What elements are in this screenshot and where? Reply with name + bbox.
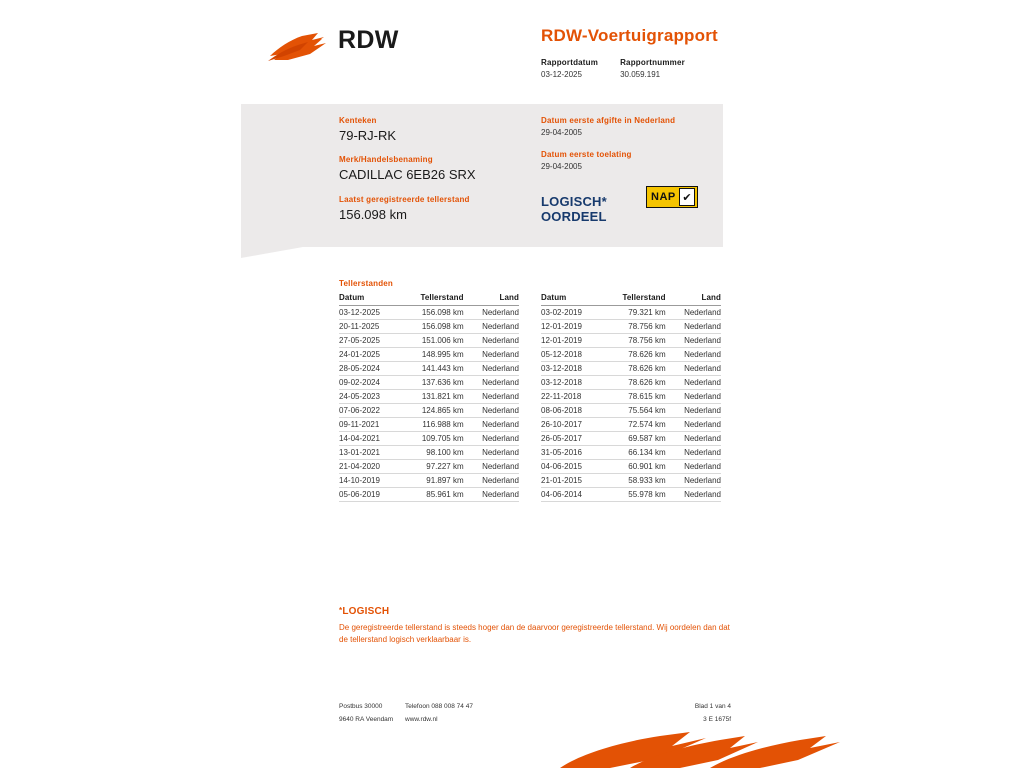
table-row	[339, 320, 519, 334]
cell-tellerstand: 60.901 km	[610, 460, 670, 474]
column-header-tellerstand: Tellerstand	[610, 291, 670, 306]
table-row	[339, 460, 519, 474]
cell-land: Nederland	[670, 474, 721, 488]
table-row	[541, 334, 721, 348]
cell-datum: 24-01-2025	[339, 348, 408, 362]
cell-datum: 03-12-2018	[541, 362, 610, 376]
cell-datum: 26-05-2017	[541, 432, 610, 446]
cell-land: Nederland	[670, 306, 721, 320]
cell-land: Nederland	[670, 320, 721, 334]
cell-tellerstand: 85.961 km	[408, 488, 468, 502]
cell-datum: 03-12-2018	[541, 376, 610, 390]
cell-tellerstand: 69.587 km	[610, 432, 670, 446]
cell-tellerstand: 97.227 km	[408, 460, 468, 474]
footer-row-1	[339, 703, 731, 710]
rdw-logo	[268, 22, 448, 72]
cell-land: Nederland	[468, 376, 519, 390]
cell-land: Nederland	[670, 446, 721, 460]
footer-postbus: Postbus 30000	[339, 703, 383, 710]
report-meta	[541, 58, 685, 79]
cell-tellerstand: 131.821 km	[408, 390, 468, 404]
cell-datum: 03-02-2019	[541, 306, 610, 320]
cell-tellerstand: 148.995 km	[408, 348, 468, 362]
cell-land: Nederland	[468, 488, 519, 502]
cell-land: Nederland	[468, 390, 519, 404]
table-row	[339, 390, 519, 404]
oordeel-block	[541, 194, 607, 224]
meta-value: 03-12-2025	[541, 70, 582, 79]
cell-tellerstand: 91.897 km	[408, 474, 468, 488]
tellerstanden-table-left	[339, 291, 519, 502]
table-row	[339, 488, 519, 502]
eerste-toelating-label: Datum eerste toelating	[541, 150, 632, 159]
table-row	[541, 320, 721, 334]
table-row	[541, 376, 721, 390]
cell-land: Nederland	[670, 362, 721, 376]
cell-datum: 22-11-2018	[541, 390, 610, 404]
table-header-row	[541, 291, 721, 306]
cell-tellerstand: 109.705 km	[408, 432, 468, 446]
kenteken-label: Kenteken	[339, 116, 377, 125]
cell-land: Nederland	[468, 348, 519, 362]
cell-land: Nederland	[468, 446, 519, 460]
cell-tellerstand: 156.098 km	[408, 306, 468, 320]
cell-tellerstand: 55.978 km	[610, 488, 670, 502]
cell-land: Nederland	[468, 404, 519, 418]
logo-text: RDW	[338, 26, 399, 54]
meta-value: 30.059.191	[620, 70, 661, 79]
cell-datum: 04-06-2015	[541, 460, 610, 474]
column-header-land: Land	[468, 291, 519, 306]
cell-tellerstand: 124.865 km	[408, 404, 468, 418]
footer-page-count: Blad 1 van 4	[694, 703, 731, 710]
column-header-datum: Datum	[541, 291, 610, 306]
rdw-arrow-pattern-icon	[540, 730, 860, 768]
cell-datum: 14-10-2019	[339, 474, 408, 488]
cell-tellerstand: 141.443 km	[408, 362, 468, 376]
oordeel-line-1: LOGISCH*	[541, 194, 607, 209]
cell-datum: 21-01-2015	[541, 474, 610, 488]
column-header-datum: Datum	[339, 291, 408, 306]
cell-tellerstand: 78.615 km	[610, 390, 670, 404]
footer-website[interactable]: www.rdw.nl	[405, 716, 438, 723]
table-row	[339, 446, 519, 460]
cell-datum: 21-04-2020	[339, 460, 408, 474]
panel-left-column	[339, 116, 529, 222]
rdw-arrow-logo-icon	[268, 30, 330, 64]
cell-datum: 31-05-2016	[541, 446, 610, 460]
page-footer	[339, 703, 731, 729]
cell-datum: 04-06-2014	[541, 488, 610, 502]
cell-tellerstand: 156.098 km	[408, 320, 468, 334]
table-row	[541, 348, 721, 362]
cell-tellerstand: 151.006 km	[408, 334, 468, 348]
oordeel-line-2: OORDEEL	[541, 209, 607, 224]
meta-label: Rapportnummer	[620, 58, 685, 67]
cell-tellerstand: 78.626 km	[610, 348, 670, 362]
cell-tellerstand: 66.134 km	[610, 446, 670, 460]
table-header-row	[339, 291, 519, 306]
cell-datum: 08-06-2018	[541, 404, 610, 418]
cell-datum: 27-05-2025	[339, 334, 408, 348]
meta-rapportdatum	[541, 58, 598, 79]
cell-datum: 03-12-2025	[339, 306, 408, 320]
cell-datum: 07-06-2022	[339, 404, 408, 418]
nap-badge-text: NAP	[651, 191, 676, 203]
eerste-afgifte-value: 29-04-2005	[541, 128, 582, 137]
cell-land: Nederland	[468, 474, 519, 488]
cell-datum: 28-05-2024	[339, 362, 408, 376]
table-row	[541, 460, 721, 474]
cell-datum: 12-01-2019	[541, 334, 610, 348]
tellerstanden-title: Tellerstanden	[339, 279, 394, 288]
footer-form-code: 3 E 1675f	[703, 716, 731, 723]
cell-tellerstand: 78.756 km	[610, 320, 670, 334]
cell-tellerstand: 78.626 km	[610, 376, 670, 390]
table-row	[339, 432, 519, 446]
cell-land: Nederland	[468, 320, 519, 334]
logisch-note-title	[339, 606, 389, 617]
table-row	[339, 334, 519, 348]
logisch-note-body: De geregistreerde tellerstand is steeds hoger dan de daarvoor geregistreerde tellerstand. Wij oordelen dan dat de tellerstand logisch verklaarbaar is.	[339, 623, 730, 644]
cell-land: Nederland	[670, 390, 721, 404]
meta-label: Rapportdatum	[541, 58, 599, 67]
bottom-decorative-art	[540, 730, 860, 768]
footer-city: 9640 RA Veendam	[339, 716, 394, 723]
table-row	[339, 376, 519, 390]
cell-datum: 09-11-2021	[339, 418, 408, 432]
eerste-toelating-value: 29-04-2005	[541, 162, 582, 171]
eerste-afgifte-label: Datum eerste afgifte in Nederland	[541, 116, 676, 125]
table-row	[339, 306, 519, 320]
merk-value: CADILLAC 6EB26 SRX	[339, 167, 476, 182]
cell-tellerstand: 78.626 km	[610, 362, 670, 376]
table-row	[541, 474, 721, 488]
cell-datum: 26-10-2017	[541, 418, 610, 432]
cell-land: Nederland	[670, 488, 721, 502]
footer-telefoon: Telefoon 088 008 74 47	[405, 703, 473, 710]
table-row	[339, 418, 519, 432]
cell-tellerstand: 79.321 km	[610, 306, 670, 320]
cell-tellerstand: 75.564 km	[610, 404, 670, 418]
table-row	[339, 404, 519, 418]
table-row	[541, 488, 721, 502]
table-row	[541, 306, 721, 320]
column-header-land: Land	[670, 291, 721, 306]
cell-datum: 12-01-2019	[541, 320, 610, 334]
cell-land: Nederland	[670, 404, 721, 418]
tellerstand-label: Laatst geregistreerde tellerstand	[339, 195, 470, 204]
kenteken-value: 79-RJ-RK	[339, 128, 397, 143]
cell-datum: 05-12-2018	[541, 348, 610, 362]
note-star: *	[339, 606, 343, 615]
table-row	[339, 348, 519, 362]
panel-right-column	[541, 116, 731, 171]
footer-row-2	[339, 716, 731, 723]
cell-tellerstand: 98.100 km	[408, 446, 468, 460]
cell-land: Nederland	[670, 376, 721, 390]
cell-datum: 14-04-2021	[339, 432, 408, 446]
merk-label: Merk/Handelsbenaming	[339, 155, 433, 164]
cell-land: Nederland	[670, 432, 721, 446]
cell-land: Nederland	[670, 334, 721, 348]
cell-land: Nederland	[468, 460, 519, 474]
cell-land: Nederland	[468, 362, 519, 376]
table-row	[339, 474, 519, 488]
cell-tellerstand: 72.574 km	[610, 418, 670, 432]
table-row	[541, 446, 721, 460]
tellerstanden-table-right	[541, 291, 721, 502]
table-row	[339, 362, 519, 376]
cell-land: Nederland	[670, 418, 721, 432]
cell-datum: 05-06-2019	[339, 488, 408, 502]
cell-tellerstand: 58.933 km	[610, 474, 670, 488]
cell-land: Nederland	[468, 334, 519, 348]
cell-land: Nederland	[468, 432, 519, 446]
cell-land: Nederland	[670, 460, 721, 474]
cell-tellerstand: 116.988 km	[408, 418, 468, 432]
cell-datum: 09-02-2024	[339, 376, 408, 390]
panel-notch	[241, 238, 303, 258]
table-row	[541, 418, 721, 432]
table-row	[541, 404, 721, 418]
cell-datum: 13-01-2021	[339, 446, 408, 460]
cell-tellerstand: 137.636 km	[408, 376, 468, 390]
cell-tellerstand: 78.756 km	[610, 334, 670, 348]
nap-check-icon: ✔	[679, 188, 695, 206]
cell-land: Nederland	[468, 418, 519, 432]
note-title-text: LOGISCH	[342, 606, 390, 617]
cell-datum: 20-11-2025	[339, 320, 408, 334]
nap-badge	[646, 186, 698, 208]
table-row	[541, 362, 721, 376]
tellerstand-value: 156.098 km	[339, 207, 407, 222]
cell-land: Nederland	[670, 348, 721, 362]
cell-datum: 24-05-2023	[339, 390, 408, 404]
cell-land: Nederland	[468, 306, 519, 320]
page-title: RDW-Voertuigrapport	[541, 26, 718, 45]
table-row	[541, 432, 721, 446]
meta-rapportnummer	[620, 58, 685, 79]
column-header-tellerstand: Tellerstand	[408, 291, 468, 306]
table-row	[541, 390, 721, 404]
